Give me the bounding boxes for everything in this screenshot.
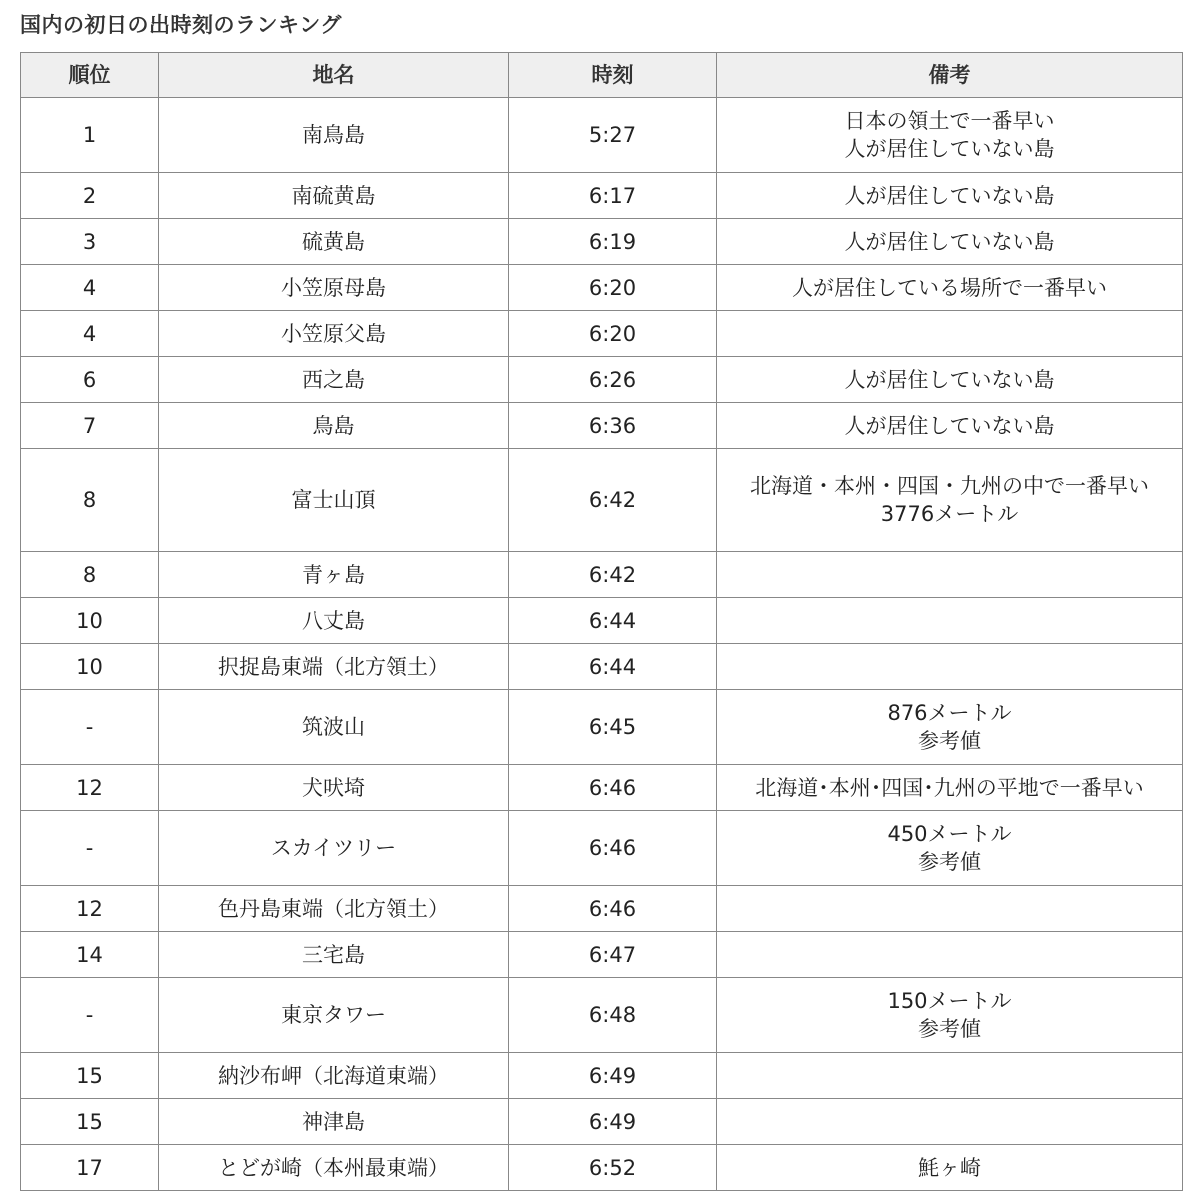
time-cell: 6:52 xyxy=(509,1145,717,1191)
place-cell: 犬吠埼 xyxy=(159,765,509,811)
note-cell xyxy=(717,1053,1183,1099)
note-line: 876メートル xyxy=(887,701,1012,725)
table-body xyxy=(21,98,1183,1191)
note-line: 人が居住していない島 xyxy=(844,413,1055,438)
note-cell xyxy=(717,886,1183,932)
note-line: 450メートル xyxy=(887,822,1012,846)
note-line: 人が居住していない島 xyxy=(844,367,1055,392)
table-row xyxy=(21,357,1183,403)
place-cell: 東京タワー xyxy=(159,978,509,1053)
place-cell: 鳥島 xyxy=(159,403,509,449)
time-cell: 6:26 xyxy=(509,357,717,403)
place-cell: 納沙布岬（北海道東端） xyxy=(159,1053,509,1099)
rank-cell: 12 xyxy=(21,765,159,811)
note-cell xyxy=(717,357,1183,403)
table-row xyxy=(21,1099,1183,1145)
rank-cell: - xyxy=(21,978,159,1053)
place-cell: 筑波山 xyxy=(159,690,509,765)
note-line: 150メートル xyxy=(887,989,1012,1013)
rank-cell: 10 xyxy=(21,644,159,690)
note-cell xyxy=(717,811,1183,886)
time-cell: 6:17 xyxy=(509,173,717,219)
rank-cell: - xyxy=(21,690,159,765)
place-cell: スカイツリー xyxy=(159,811,509,886)
note-cell xyxy=(717,265,1183,311)
column-header-rank: 順位 xyxy=(21,53,159,98)
table-row xyxy=(21,552,1183,598)
rank-cell: 15 xyxy=(21,1099,159,1145)
note-cell xyxy=(717,1099,1183,1145)
table-row xyxy=(21,644,1183,690)
rank-cell: 1 xyxy=(21,98,159,173)
place-cell: 硫黄島 xyxy=(159,219,509,265)
place-cell: 西之島 xyxy=(159,357,509,403)
place-cell: とどが崎（本州最東端） xyxy=(159,1145,509,1191)
note-line: 北海道･本州･四国･九州の平地で一番早い xyxy=(755,775,1144,800)
place-cell: 南硫黄島 xyxy=(159,173,509,219)
note-line: 人が居住していない島 xyxy=(844,229,1055,254)
time-cell: 6:19 xyxy=(509,219,717,265)
table-row xyxy=(21,978,1183,1053)
note-line: 北海道・本州・四国・九州の中で一番早い xyxy=(750,474,1149,498)
time-cell: 6:45 xyxy=(509,690,717,765)
rank-cell: 15 xyxy=(21,1053,159,1099)
place-cell: 神津島 xyxy=(159,1099,509,1145)
note-line: 参考値 xyxy=(918,1017,981,1041)
note-cell xyxy=(717,598,1183,644)
note-line: 魹ヶ崎 xyxy=(918,1155,981,1180)
rank-cell: 4 xyxy=(21,311,159,357)
rank-cell: 8 xyxy=(21,449,159,552)
time-cell: 6:42 xyxy=(509,449,717,552)
time-cell: 6:42 xyxy=(509,552,717,598)
place-cell: 色丹島東端（北方領土） xyxy=(159,886,509,932)
note-cell xyxy=(717,173,1183,219)
rank-cell: 8 xyxy=(21,552,159,598)
time-cell: 6:44 xyxy=(509,644,717,690)
note-cell xyxy=(717,219,1183,265)
rank-cell: 3 xyxy=(21,219,159,265)
table-header-row xyxy=(21,53,1183,98)
place-cell: 青ヶ島 xyxy=(159,552,509,598)
time-cell: 6:20 xyxy=(509,311,717,357)
place-cell: 小笠原父島 xyxy=(159,311,509,357)
time-cell: 6:46 xyxy=(509,811,717,886)
table-row xyxy=(21,219,1183,265)
column-header-note: 備考 xyxy=(717,53,1183,98)
note-cell xyxy=(717,98,1183,173)
column-header-time: 時刻 xyxy=(509,53,717,98)
table-row xyxy=(21,265,1183,311)
time-cell: 6:47 xyxy=(509,932,717,978)
table-row xyxy=(21,1145,1183,1191)
time-cell: 5:27 xyxy=(509,98,717,173)
page-title: 国内の初日の出時刻のランキング xyxy=(20,13,342,37)
note-line: 日本の領土で一番早い xyxy=(844,109,1055,133)
time-cell: 6:49 xyxy=(509,1053,717,1099)
place-cell: 小笠原母島 xyxy=(159,265,509,311)
note-cell xyxy=(717,552,1183,598)
note-line: 人が居住している場所で一番早い xyxy=(792,275,1107,300)
table-row xyxy=(21,598,1183,644)
table-row xyxy=(21,1053,1183,1099)
note-line: 参考値 xyxy=(918,850,981,874)
note-cell xyxy=(717,1145,1183,1191)
rank-cell: 10 xyxy=(21,598,159,644)
time-cell: 6:36 xyxy=(509,403,717,449)
time-cell: 6:48 xyxy=(509,978,717,1053)
place-cell: 富士山頂 xyxy=(159,449,509,552)
place-cell: 三宅島 xyxy=(159,932,509,978)
note-cell xyxy=(717,765,1183,811)
note-line: 3776メートル xyxy=(880,502,1019,526)
note-line: 参考値 xyxy=(918,729,981,753)
time-cell: 6:46 xyxy=(509,886,717,932)
note-line: 人が居住していない島 xyxy=(844,137,1055,161)
table-row xyxy=(21,311,1183,357)
place-cell: 択捉島東端（北方領土） xyxy=(159,644,509,690)
rank-cell: 6 xyxy=(21,357,159,403)
time-cell: 6:20 xyxy=(509,265,717,311)
time-cell: 6:46 xyxy=(509,765,717,811)
table-row xyxy=(21,811,1183,886)
note-cell xyxy=(717,403,1183,449)
time-cell: 6:49 xyxy=(509,1099,717,1145)
table-row xyxy=(21,690,1183,765)
table-row xyxy=(21,932,1183,978)
place-cell: 南鳥島 xyxy=(159,98,509,173)
note-cell xyxy=(717,978,1183,1053)
table-row xyxy=(21,403,1183,449)
rank-cell: 4 xyxy=(21,265,159,311)
note-line: 人が居住していない島 xyxy=(844,183,1055,208)
note-cell xyxy=(717,449,1183,552)
rank-cell: 12 xyxy=(21,886,159,932)
ranking-table xyxy=(20,52,1183,1191)
place-cell: 八丈島 xyxy=(159,598,509,644)
time-cell: 6:44 xyxy=(509,598,717,644)
note-cell xyxy=(717,690,1183,765)
table-row xyxy=(21,765,1183,811)
rank-cell: 7 xyxy=(21,403,159,449)
table-row xyxy=(21,98,1183,173)
table-row xyxy=(21,173,1183,219)
rank-cell: 17 xyxy=(21,1145,159,1191)
rank-cell: 14 xyxy=(21,932,159,978)
rank-cell: 2 xyxy=(21,173,159,219)
note-cell xyxy=(717,644,1183,690)
table-row xyxy=(21,886,1183,932)
note-cell xyxy=(717,311,1183,357)
note-cell xyxy=(717,932,1183,978)
table-row xyxy=(21,449,1183,552)
column-header-place: 地名 xyxy=(159,53,509,98)
rank-cell: - xyxy=(21,811,159,886)
